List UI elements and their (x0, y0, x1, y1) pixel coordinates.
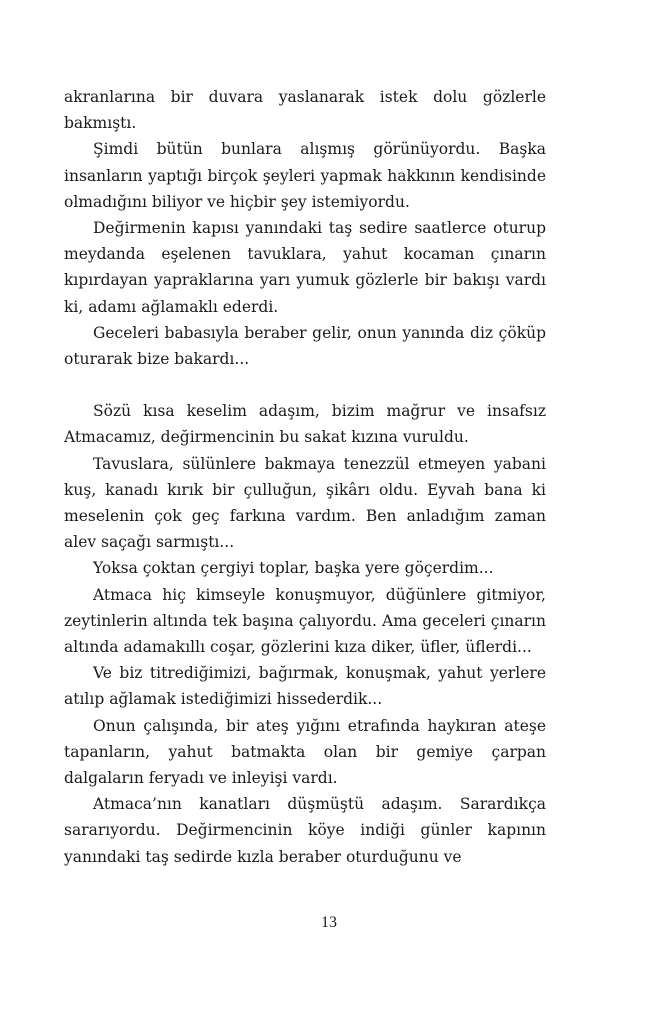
paragraph: akranlarına bir duvara yaslanarak istek dolu gözlerle bakmıştı. (64, 88, 546, 133)
paragraph: Atmaca hiç kimseyle konuşmuyor, düğünlere gitmiyor, zeytinlerin altında tek başına çalıyordu. Ama geceleri çınarın altında adamakıllı coşar, gözlerini kıza diker, üfler, üflerdi... (64, 585, 546, 657)
paragraph: Onun çalışında, bir ateş yığını etrafında haykıran ateşe tapanların, yahut batmakta olan bir gemiye çarpan dalgaların feryadı ve inleyişi vardı. (64, 716, 546, 788)
paragraph: Sözü kısa keselim adaşım, bizim mağrur ve insafsız Atmacamız, değirmencinin bu sakat kızına vuruldu. (64, 402, 546, 447)
body-text (64, 84, 546, 870)
paragraph: Ve biz titrediğimizi, bağırmak, konuşmak, yahut yerlere atılıp ağlamak istediğimizi hissederdik... (64, 664, 546, 709)
section-break (64, 372, 546, 398)
page-number: 13 (321, 914, 337, 931)
paragraph: Geceleri babasıyla beraber gelir, onun yanında diz çöküp oturarak bize bakardı... (64, 323, 546, 369)
paragraph: Şimdi bütün bunlara alışmış görünüyordu. Başka insanların yaptığı birçok şeyleri yapmak hakkının kendisinde olmadığını biliyor ve hiçbir şey istemiyordu. (64, 140, 546, 211)
paragraph: Atmaca’nın kanatları düşmüştü adaşım. Sarardıkça sararıyordu. Değirmencinin köye indiği günler kapının yanındaki taş sedirde kızla beraber oturduğunu ve (64, 795, 546, 866)
paragraph: Yoksa çoktan çergiyi toplar, başka yere göçerdim... (93, 559, 494, 578)
paragraph: Değirmenin kapısı yanındaki taş sedire saatlerce oturup meydanda eşelenen tavuklara, yahut kocaman çınarın kıpırdayan yapraklarına yarı yumuk gözlerle bir bakışı vardı ki, adamı ağlamaklı ederdi. (64, 219, 546, 316)
paragraph: Tavuslara, sülünlere bakmaya tenezzül etmeyen yabani kuş, kanadı kırık bir çulluğun, şikârı oldu. Eyvah bana ki meselenin çok geç farkına vardım. Ben anladığım zaman alev saçağı sarmıştı... (64, 454, 546, 552)
